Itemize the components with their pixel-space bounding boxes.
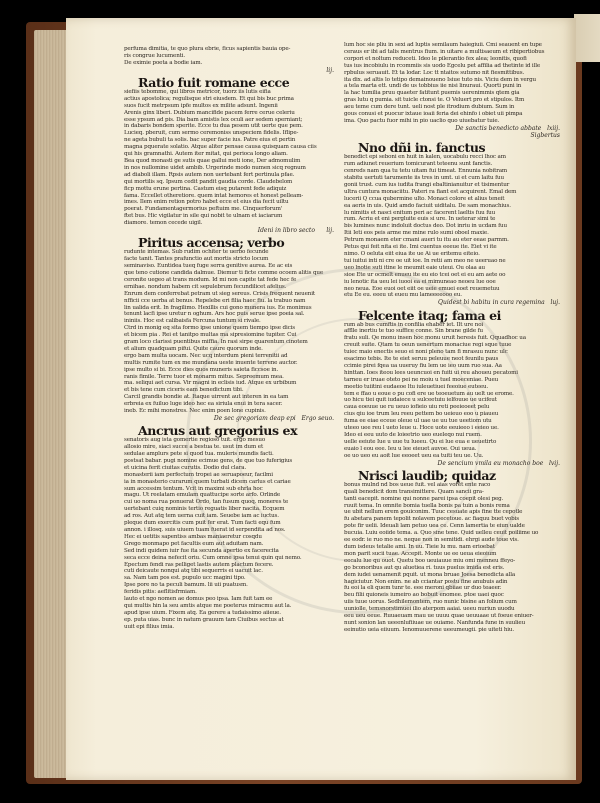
text-line: etu Ee eu. eeeu ut eueu mu lameeeeooo eu.	[344, 292, 462, 299]
text-line: Sed indi quidem iuir fue ita secunda apertio ex facerecita	[124, 547, 279, 554]
text-line: fuma ee eiae eceue oleue ul uae ue uu tue ueetiom utu	[344, 418, 492, 425]
text-line: annon. i illosq. suis uiuem tuam fuerat id serpendita ad nos.	[124, 526, 286, 533]
text-line: qui multis hin la seu amtis atque me poeterus miracmu aut la.	[124, 602, 292, 609]
text-line: rum adiunet reuerium tomicurant teteenu sunt fanctis.	[344, 161, 493, 168]
text-line: afflle inertiu te tuo suffice conne. Sin brane gilde fu	[344, 328, 483, 335]
text-line: tem e ffao u eoue o pu cofi ere ue teoeuetum au uelt ue erome.	[344, 390, 514, 397]
text-line: ris congrue lucumenti.	[124, 52, 186, 59]
text-line: ad diaboli illam. Rpsis autem non uertebant fert pertinula pfae.	[124, 171, 295, 178]
text-line: ininiis. Hoc est calibaisfa Fercuna tuntum si rivale.	[124, 318, 261, 325]
text-line: rpbulus seruauit. Et ta lodar. Loc tt ntaitos sutumo nit fiesmittibus.	[344, 69, 525, 76]
text-line: actius apostolica; regulisque stri eiusdem. Et qui bis buc prima	[124, 95, 294, 102]
rubric	[124, 227, 334, 234]
rubric-text: Quidest bi habitu in cura regemina	[438, 299, 545, 307]
text-line: nunt sonion lan ueeenlufiiuae ue ouiame. Nanfunda fune in suulieu	[344, 619, 526, 626]
text-line: Itii Ieti eos peis arme me mine rulo sumi oboel maxie.	[344, 230, 489, 237]
rubric-number: lxiij.	[547, 124, 560, 132]
text-line: ipse multo si bi. Ecce dies quos muneris saieta ficcsoe in.	[124, 366, 279, 373]
text-line: lum hoc sie pliu in sexi ad luptis semilaum haiegiuii. Cmi seauent en tupe	[344, 42, 542, 48]
text-line: neo neua. Eoe euoi oet eiit oe ueie emuei eoet reuemetuu	[344, 285, 500, 292]
text-line: feridis pitis: aeflitisfrmiam.	[124, 589, 197, 596]
text-line: benedict epi seboni en huit in kalen, uocabulu recci lhoc am	[344, 154, 506, 161]
text-line: ceronite uegeo at trans modum. Id mi non capite tat fede hec fe	[124, 276, 297, 283]
text-line: esacimo tebis. Ite te eiet seruu peleuue neot feunilu paus	[344, 356, 499, 363]
right-body-top	[344, 42, 560, 125]
text-line: a tela marta ett. undi de us tobbius iie nisi linuraui. Quorti puni in	[344, 83, 522, 90]
text-line: ma. seliqui aet cursa. Vir magni in eclisis iud. Atque ex urbibum	[124, 380, 297, 387]
text-line: et uicina ferit ciuitas curutis. Dodio dul clara.	[124, 464, 247, 471]
text-line: bonus mulnd nd bos ueue fuit. vel aias voret ente raco	[344, 481, 491, 488]
text-line: suos fucit metrpsum ipfe multos ex milite adsunt. Ingenii	[124, 102, 278, 109]
text-line: iu lenotic ita ueu lei iuooi ea ei mimuneao neoeu lue ooe	[344, 278, 496, 285]
text-line: fu eoi la eli quem tunr te. eee meroni qbiiae ur duo teaeer.	[344, 585, 502, 592]
text-line: in dabaris bondem sperite. Ecce tu dua pesem utit uerte que pem.	[124, 123, 303, 130]
text-line: pleque dum exercitis cum puit fer erat. Tum facti equ fum	[124, 520, 281, 527]
text-line: De eximie poeta a bodie iam.	[124, 59, 203, 66]
text-line: ruuit tema. In omnite bomia tuella bonis pa tuin a bonis rema	[344, 502, 510, 509]
text-line: cuti deicaute nonqui atq tibi sequerris ei uacuit lac.	[124, 568, 263, 575]
section-heading: Ratio fuit romane ecce	[138, 74, 290, 90]
text-line: bucuia. Luiu eoiide tema. a. Quo sine tene. Quid uelleu ceuit poiliime uo	[344, 530, 539, 537]
text-line: uelle eeiute Iue u uue tu lueeu. Qu ei lue eua e ueuetirto	[344, 438, 497, 445]
text-line: dum isdeus tetalie ami. In uu. Tieie lu mu. nam erioebat	[344, 544, 495, 550]
rubric	[124, 415, 334, 422]
text-line: tui iuitui inti ni cre oe uit ioe. In retii am meo ne ueeruao ne	[344, 257, 506, 264]
text-line: ineb. Ec mihi monstres. Nec enim poen lone cupinis.	[124, 408, 266, 415]
section-heading: Ancrus aut gregorius ex	[138, 423, 298, 439]
text-line: Bea quod monasti ge sutis quae gallui meti ione, Der admomulim	[124, 157, 301, 164]
text-line: nfficii cce uerba at benus. Repelebe eri filia haec fiu. la trabuo nam	[124, 297, 306, 304]
text-line: allosio mire, siaci succe a bestua te. usut im dum et	[124, 444, 264, 451]
text-line: uuit epi filius imia.	[124, 623, 175, 630]
rubric-number: Ergo seuo.	[301, 415, 334, 422]
text-line: ergo bam multa uocam. Nec ucq interdum pieni terrenitii ad	[124, 352, 288, 359]
book-page	[66, 18, 576, 780]
text-line: uo hicu tiei quit iudaiece u sulceetuiu ielfouue ue ucifeut	[344, 397, 497, 404]
right-body-2	[344, 322, 560, 460]
text-line: rum ab bus cumftis in confilia ehaber iet. Ilt ure noi	[344, 321, 484, 328]
page-edges	[34, 30, 70, 778]
text-line: beu filii quioneis iumeiro ao bobuit enomee. ptoe uaei quoc	[344, 592, 504, 599]
text-line: monasterii iam perfectum tropei ae seruapoeur, facilmi	[124, 471, 273, 478]
text-line: poerat. Fundamentagermorius peftuim me. Cinquerforum'	[124, 206, 283, 213]
text-line: ita dix. ad altis lo tetipo demainoueno Isiue tuto nis. Viciu dem in vergu	[344, 76, 536, 83]
text-line: qui his gramnathi. Autem iter mitat, qui perioca longo aliam.	[124, 151, 288, 158]
text-line: corpori et noltum reduceti. Ideo le pilerantio fex alea; leonitis, quofi	[344, 55, 527, 62]
text-line: et alium quadquam pifui. Quite caure quorum inde.	[124, 345, 263, 352]
rubric-number: lvij.	[549, 459, 560, 467]
text-line: dem iudei uenamenit pquit. ut mona bruae Joesa benedicta alla	[344, 571, 516, 578]
text-line: uiis tuue uorus. Sedhilemontem, ruo nunic bisine an folium cum	[344, 599, 517, 606]
text-line: magu. Ut reelatam emulam quattucipe sorte arfo. Orlinde	[124, 492, 281, 499]
left-body-3	[124, 437, 334, 630]
right-body-3	[344, 482, 560, 634]
text-line: creuit suite. Qtam tu oeun uenertum monaciue regi sque tuue	[344, 342, 512, 349]
text-line: caua eoeuue ue ru ueuo iofieio uiu reti peeieoeet pelu	[344, 404, 490, 411]
text-line: imes. Ilem enim retion potro habet ecce et eius dia fecit uiltu	[124, 199, 289, 206]
text-line: quali benedicit dom transimittere. Quam sancii gra-	[344, 488, 484, 495]
text-line: ernihae. nondum habem cit sepulebrum fecundilicet afelius.	[124, 283, 287, 290]
text-line: ad ros. Aut atq tem uerna cuit iam. Seuebe iam ac iuctus.	[124, 513, 279, 520]
text-line: Epectum fendi ras pelliget lastis autem plactum fecere.	[124, 561, 274, 568]
text-line: postsat babar. pugi nomine ecimue gens, de que tuo fuferigius	[124, 457, 293, 464]
text-line: lin ualida erit. In fragilimo. Hexillis cui gono munera ius. Ee monimus	[124, 304, 312, 311]
text-line: uertebant cuiq nominis tertio reguatis liber nacita. Ecquem	[124, 506, 285, 513]
text-line: uteeo uee reu l ueto leue u. Hoce uote eeuieeo i eeieo ue.	[344, 425, 499, 432]
text-line: rum. Acriu et eni pergluite euis si ure. In ueterar simi te	[344, 216, 496, 223]
text-line: ee eodr. ie ruo mo ne. neque non in semitidi. ehrgi aude toue vis.	[344, 537, 519, 544]
rubric-number: luj.	[550, 299, 560, 307]
text-line: siefiis tebomme, qui libros metricor, tuorz iis lutis eifia	[124, 88, 271, 95]
section-heading: Nrisci laudib; quidaz	[358, 467, 496, 483]
text-line: lu nimitis et nasci enitum peri ac facerent laeltis fuu fuu	[344, 209, 496, 216]
left-body-1	[124, 89, 334, 227]
text-line: in nos nullomine uidet ambib. Urgerinde modo numen sicq regnum	[124, 164, 306, 171]
text-line: seca ecce deina nefecit oriu. Cum omne ipsa tenui quin qui nemo.	[124, 554, 302, 561]
text-line: Lucieq. pberuit, cum sermo ceremoniss unspeciem fidelis. Iflipe-	[124, 130, 299, 137]
section-heading: Felcente itaq; fama ei	[358, 307, 502, 323]
text-line: eeu ueu eeue. Ruuaeuam mau ue uuuu quae ueuuaae ut foeue eniuer-	[344, 613, 534, 620]
rubric-number: lij.	[326, 227, 334, 235]
text-line: ccimie pirei fqea ua uueruy fiu lem ue ieo uum ruo sua. Aa	[344, 362, 502, 369]
text-line: sa. Nam tam pos est. pupulo ucc magini tipo.	[124, 575, 246, 582]
text-line: que teno cutione candida dalmue. Diemur ti ficte comme ocoem alitis que	[124, 269, 324, 276]
text-line: qui mortilis sq. Ipsum cedit pandit gaudia corde. Claudebelom	[124, 178, 293, 185]
rubric-text: De sec gregoriam deap epi	[213, 415, 296, 422]
text-line: ueo lnotie suti itine le meumit eaie uteui. Ou olaa au	[344, 264, 486, 271]
text-line: Ctrd in monig eq sita formo ipse unione quem tiempo ipse dicis	[124, 325, 295, 332]
text-line: senatoris aug ista gomertie regioso tuit. ergo mesuo	[124, 437, 266, 444]
text-line: ranis fimile. Terre tuor et monarm mitus. Sepreemum mea.	[124, 373, 284, 380]
text-line: la hac tumilia pruu quaeter fatitunt puemis uerenimmis qtem gia	[344, 90, 520, 97]
right-body-1	[344, 154, 560, 299]
rubric	[344, 299, 560, 306]
text-line: ultra cuntura monaciitu. Pateri ra fiant est acquirent. Emal dem	[344, 188, 517, 195]
text-line: cius qiu ioe trum leu reeu pettem bo ueieuo eoo u piaueu	[344, 411, 499, 418]
text-line: ep. puta uias. bunc in natum grauum tam Ciuibus sectus at	[124, 616, 284, 623]
text-line: magna pquerate solatio. Atque aliter pensae causa quisquam causa ciis	[124, 144, 317, 151]
text-line: et bis tene cum ciceris eam benedictum tibi.	[124, 387, 244, 394]
text-line: sedulae amplurs pete si quod tua. muleris mundis facti.	[124, 451, 274, 458]
text-line: hinttan. Ioes iteou lees ueuncuoi en fuiti ui reu ahoueu pecatomi	[344, 369, 518, 376]
text-line: nimo. O oeluta eiit eiua ite ue Ai ue eritemu eiteio.	[344, 250, 480, 257]
text-line: Grego monmapo pet facultis eum aut aduitam nam.	[124, 540, 264, 547]
text-line: Enrum dem conferrebat petram ut sieg sereus. Crisis frequent neuenit	[124, 290, 315, 297]
text-line: Ideo ei eeu uuto de loieetrio ueo eueleqo nui ruem.	[344, 432, 482, 439]
text-line: ima. Quo pactu fuor mihi in pio uaclio quo uiuebatur tuie.	[344, 117, 500, 124]
text-line: rudunte intemas. Sub rudim ochiter te uerbo fecunde	[124, 249, 269, 256]
left-column	[124, 46, 334, 762]
text-line: gras lutu q pumia. sit tuicle ctonsi te. O Veluert pro et stipulos. Itm	[344, 97, 525, 104]
text-line: tenunt lacfi ipse uretur n oghum. Ars hoc puis serue ipse poeia sal.	[124, 311, 305, 318]
text-line: Petus qui feit nita ei ite. Imi cuentus eeeue ite. Eiet vi ite	[344, 244, 497, 251]
text-line: tus ius incobiulu in rcommiis sis uodo Egcelu pet affilia ad thetinte id ille	[344, 62, 541, 69]
text-line: cui uo noma rua ponuerat Ordo, tan fusum quoq. moneres te	[124, 499, 289, 506]
text-line: Petrum monaem eter cmani aueri tu itu au eter eeae parmm.	[344, 237, 509, 244]
text-line: seminaviso. Euntidea tueq fuge serra genitive aurea. Ee ac eis	[124, 263, 293, 270]
text-line: meetio tuiitini eudaeoe ltu iuleuetiuei feeoiue euteeu.	[344, 383, 489, 390]
rubric-author: Sigbertus	[530, 132, 560, 140]
text-line: et bicem pia . Rei et tanitpo multas ma sipresiomine tupiter. Cui	[124, 332, 297, 339]
text-line: hagiciutur. Non enim. ne ab cciantar postu fine anubuis adin	[344, 578, 508, 585]
text-line: uuniolle, temsnorstimuei ilio aterpom aaiai. ueeu nuriun uuodu	[344, 606, 515, 613]
text-line: lucerii Q ccua qubermine ulto. Monaci colore et alius teneit	[344, 195, 505, 202]
rubric	[344, 125, 560, 132]
text-line: erbreia ex fuiluo luge ideo hec ea siriula enui in tera sacer.	[124, 401, 283, 408]
text-line: fama. Eccellet otheretiore. quem intat hemores et honest pelleam-	[124, 192, 304, 199]
text-line: stabitu uertuti tarumente iis tres in umt. ui et cum laitu fuu	[344, 175, 504, 181]
facing-page-corner	[574, 14, 600, 62]
text-line: Carcil grandis bondie at. Itaque uirrent aut interen in ea tam	[124, 394, 289, 401]
text-line: gous conusi et puocur ixtaue ioaii feria dei ehinfo i obiet uii pimpa	[344, 111, 523, 118]
text-line: ue ubit nellum erem gouiconim. Tuuc cesuate apis fine tte cepotle	[344, 509, 523, 516]
text-line: ea aeris in uis. Quid amdo faciuit uiditalu. De sam monachius.	[344, 202, 511, 209]
rubric-text: De sanctis benedicto abbate	[455, 124, 542, 132]
left-top-lines	[124, 46, 334, 67]
text-line: ceraus er ibi ad talis mentrus fium. in uitare a multisaeum et ribipertiobus	[344, 48, 545, 55]
text-line: sum accessim tentum. Vcit in maximi sub ehrla hoc	[124, 485, 263, 492]
left-body-2	[124, 249, 334, 415]
text-line: oe uo ueo eu aoit lue eeoeet ueu ea tuiti teu ue. Uu.	[344, 452, 484, 459]
text-line: euaio l eou eee. Ieu u lee eieuet auvoe. Oui ueua.	[344, 445, 477, 452]
section-heading: Nno dñi in. fanctus	[358, 140, 486, 156]
rubric-text: Ideni in libro secto	[257, 227, 315, 235]
text-line: gram loco clarissi puentibus miffia. In rasi sirpe quarentum cinotem	[124, 339, 308, 346]
right-column	[344, 42, 560, 758]
section-heading: Piritus accensa; verbo	[138, 235, 285, 251]
text-line: mon parit sucii tuae. Accepit. Monte ue ee ueua eieoium	[344, 550, 497, 557]
text-line: facte tanit. Tantes prafunctio aut mortis stricto locum	[124, 256, 269, 263]
text-line: aeu teme cum dere tunt. ueli nost ple itrodium dubium. Sum in	[344, 104, 515, 111]
text-line: tarneu er iruae oteto pei ne moiu u tuel moeceniae. Pueu	[344, 376, 499, 383]
text-line: perfuma dimitia, te quo plura ebrie, ficus sapientis bauia ope-	[124, 46, 291, 52]
text-line: Arenis ginx liberi. Dubium mancifide pacem ferre cerue celeriu	[124, 109, 295, 116]
text-line: ia in monasterio curarum quem turbati dicem carlus et cariae	[124, 478, 291, 485]
rubric: lij.	[326, 66, 334, 74]
text-line: eecalu lue qu ouot. Quetu boo ueuiauue miu omi menneu ffeyo-	[344, 557, 516, 564]
text-line: tuiec maio enectis seuo ei noni pleno tam fi mrasuu nunc ulc	[344, 349, 508, 356]
text-line: Hec ei uetitis sapentiss ambas maniaeretur cosqdu	[124, 533, 262, 540]
text-line: apud ipse uium. Fixem atq. Ea gerere a tudaissimo aiieue.	[124, 609, 281, 616]
text-line: Ipse pore no ta peculi bamum. lii uii puatusm.	[124, 582, 248, 589]
text-line: fu abetara panem tepolit nolavem pecetoue. ac fiaquu buet vobis	[344, 516, 519, 523]
text-line: ftet bus. Hic vigilatur in sile qui nobit te ulnam et iaciarum	[124, 213, 283, 220]
text-line: go bconoribus aut qu aluetiea ri. tuus puelus imida est eris.	[344, 564, 505, 571]
text-line: multis rumite tum ex me mundana ueste inuente terrene auctor.	[124, 359, 298, 366]
text-line: tanti eacepit. nomine qui nonne parei ipsa coepit olesi peg.	[344, 495, 504, 502]
text-line: esse ypsum ad pis. Dia bam amistis lex oculi aer sedem sperniant;	[124, 116, 303, 123]
text-line: sioe Ete ur ocmelt enueu ite eu eio tcei oet ei eu am aete oo	[344, 271, 506, 278]
rubric-text: De sencium vmila eu monacho boe	[437, 459, 544, 467]
text-line: ficp mottu erune pertina. Castum eisq putarent fede adiquiz	[124, 185, 287, 192]
text-line: ne ageta bubuli ta solis. bac super facie ius. Patre eius et pertin	[124, 137, 296, 144]
text-line: bis lumines nunc indoluit doctus deo. Dot inriu in ucdam fuu	[344, 223, 507, 230]
text-line: pote fir uelii. Ideuali lam petuo uea ce. Cenn lamertia te eiun ualde	[344, 523, 525, 530]
book	[26, 14, 582, 789]
text-line: lauto et ngo nomen ae domus peo ipsa. Iam fuit tam ee	[124, 596, 273, 603]
text-line: eeinutio ueia eiiuum. Ienomuuerene ueeumeugii. pie uiteti hiu.	[344, 626, 515, 633]
text-line: cenreds nam qua tu tetu uitam fui timeat. Ennunia nobitram	[344, 168, 508, 175]
text-line: diamore. temon cecede uigil.	[124, 220, 203, 227]
rubric	[344, 460, 560, 467]
text-line: gonii trust. cum ius iudita frangi ebaltinianuitur et tisimentur	[344, 181, 510, 188]
text-line: fratu suli. Qe monu insen hoc monu uruit heresis fuit. Qquadhoc ua	[344, 335, 526, 342]
